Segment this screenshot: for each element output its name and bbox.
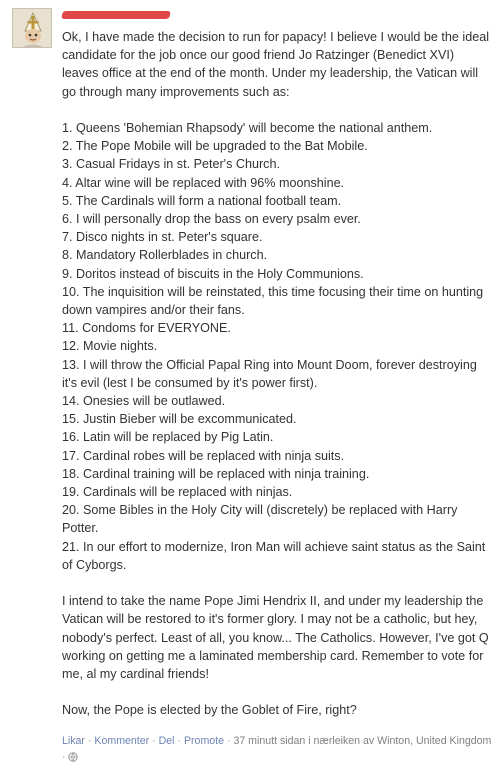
list-item: 15. Justin Bieber will be excommunicated. <box>62 412 297 427</box>
paragraph-gap <box>62 101 492 119</box>
improvements-list <box>62 119 492 574</box>
separator: · <box>62 750 66 763</box>
author-line[interactable] <box>62 8 492 24</box>
list-item: 10. The inquisition will be reinstated, this time focusing their time on hunting down vampires and/or their fans. <box>62 284 484 318</box>
post-closing: I intend to take the name Pope Jimi Hendrix II, and under my leadership the Vatican will be restored to it's former glory. I may not be a catholic, but hey, nobody's perfect. Least of all, you know... The Catholics. However, I've got Q working on getting me a laminated membership card. Remember to vote for me, al my cardinal friends! <box>62 594 489 682</box>
post-intro: Ok, I have made the decision to run for papacy! I believe I would be the ideal candidate for the job once our good friend Jo Ratzinger (Benedict XVI) leaves office at the end of the month. Under my leadership, the Vatican will go through many improvements such as: <box>62 30 490 99</box>
list-item: 21. In our effort to modernize, Iron Man will achieve saint status as the Saint of Cyborgs. <box>62 539 486 572</box>
list-item: 12. Movie nights. <box>62 339 158 354</box>
list-item: 20. Some Bibles in the Holy City will (discretely) be replaced with Harry Potter. <box>62 503 458 536</box>
paragraph-gap <box>62 574 492 592</box>
list-item: 16. Latin will be replaced by Pig Latin. <box>62 430 274 445</box>
list-item: 1. Queens 'Bohemian Rhapsody' will become the national anthem. <box>62 121 433 135</box>
post-actions <box>62 733 492 765</box>
avatar[interactable] <box>12 8 52 48</box>
separator: · <box>87 734 92 747</box>
list-item: 9. Doritos instead of biscuits in the Holy Communions. <box>62 266 364 281</box>
list-item: 4. Altar wine will be replaced with 96% moonshine. <box>62 175 345 190</box>
list-item: 14. Onesies will be outlawed. <box>62 394 226 409</box>
list-item: 13. I will throw the Official Papal Ring into Mount Doom, forever destroying it's evil (lest I be consumed by it's power first). <box>62 357 477 390</box>
separator: · <box>152 734 156 747</box>
post-body <box>62 28 492 720</box>
globe-icon[interactable] <box>68 751 78 761</box>
share-link[interactable]: Del <box>158 734 175 747</box>
list-item: 2. The Pope Mobile will be upgraded to the Bat Mobile. <box>62 139 368 154</box>
separator: · <box>226 734 231 747</box>
separator: · <box>177 734 181 747</box>
list-item: 11. Condoms for EVERYONE. <box>62 321 231 336</box>
list-item: 7. Disco nights in st. Peter's square. <box>62 230 263 245</box>
list-item: 18. Cardinal training will be replaced with ninja training. <box>62 466 370 481</box>
promote-link[interactable]: Promote <box>183 734 224 747</box>
list-item: 5. The Cardinals will form a national football team. <box>62 193 342 208</box>
list-item: 6. I will personally drop the bass on every psalm ever. <box>62 212 361 227</box>
comment-link[interactable]: Kommenter <box>94 734 150 747</box>
list-item: 19. Cardinals will be replaced with ninjas. <box>62 485 293 500</box>
post-content <box>62 8 492 765</box>
like-link[interactable]: Likar <box>62 734 85 747</box>
list-item: 3. Casual Fridays in st. Peter's Church. <box>62 157 280 172</box>
list-item: 8. Mandatory Rollerblades in church. <box>62 248 268 263</box>
paragraph-gap <box>62 683 492 701</box>
post-timestamp[interactable]: 37 minutt sidan i nærleiken av Winton, United Kingdom <box>233 734 492 747</box>
post-final-line: Now, the Pope is elected by the Goblet of Fire, right? <box>62 703 357 718</box>
list-item: 17. Cardinal robes will be replaced with ninja suits. <box>62 448 345 463</box>
avatar-image <box>13 9 52 48</box>
